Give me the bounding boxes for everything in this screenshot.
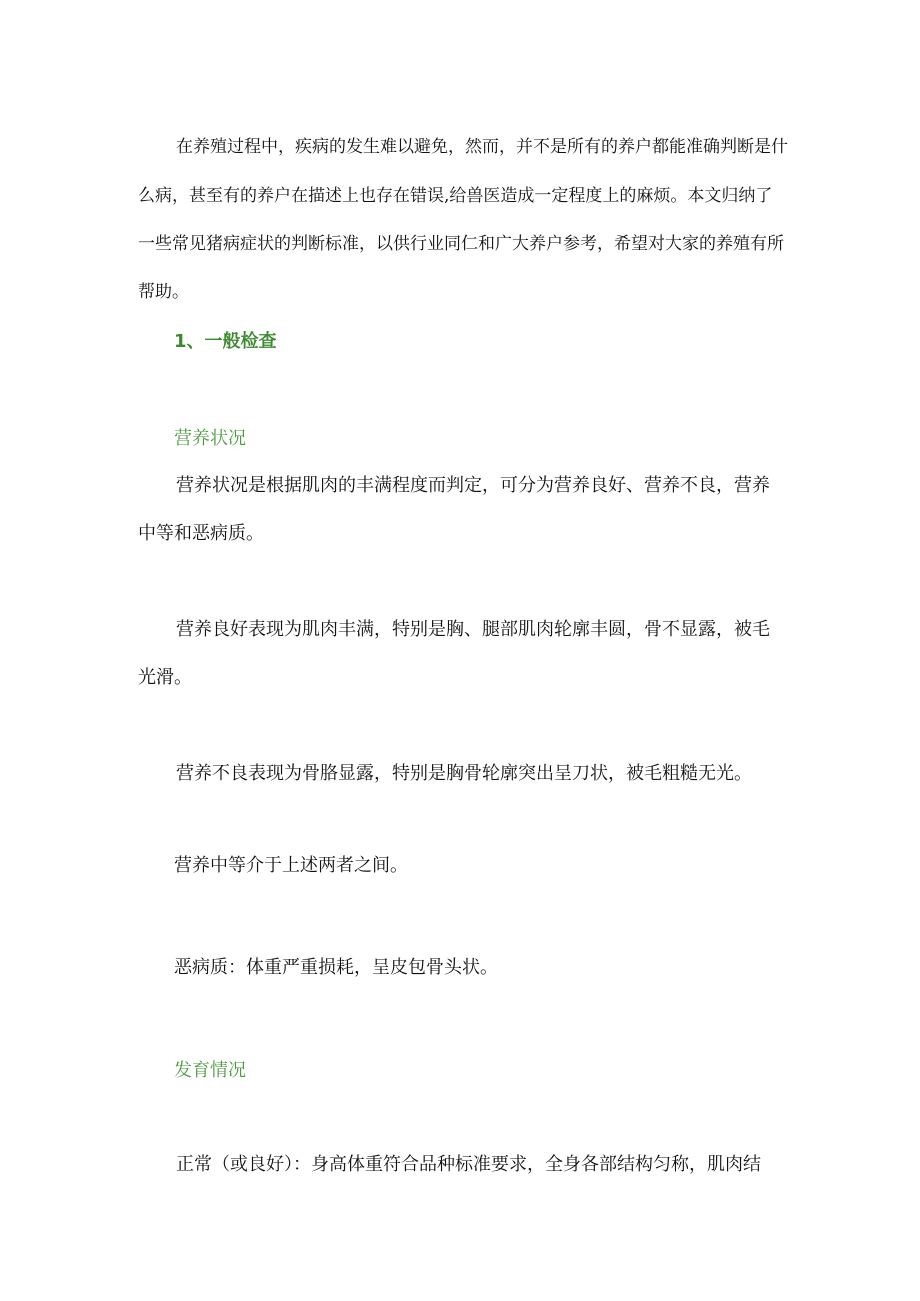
good-nutrition-line-2: 光滑。: [138, 667, 192, 688]
intro-line-4: 帮助。: [138, 282, 189, 302]
nutrition-para-line-2: 中等和恶病质。: [138, 523, 264, 544]
good-nutrition-line-1: 营养良好表现为肌肉丰满，特别是胸、腿部肌肉轮廓丰圆，骨不显露，被毛: [176, 619, 770, 640]
medium-nutrition: 营养中等介于上述两者之间。: [174, 855, 408, 876]
cachexia: 恶病质：体重严重损耗，呈皮包骨头状。: [174, 957, 498, 978]
subsection-heading-nutrition: 营养状况: [174, 428, 246, 449]
poor-nutrition: 营养不良表现为骨胳显露，特别是胸骨轮廓突出呈刀状，被毛粗糙无光。: [176, 763, 752, 784]
subsection-heading-development: 发育情况: [174, 1060, 246, 1081]
intro-line-1: 在养殖过程中，疾病的发生难以避免，然而，并不是所有的养户都能准确判断是什: [176, 137, 788, 157]
nutrition-para-line-1: 营养状况是根据肌肉的丰满程度而判定，可分为营养良好、营养不良，营养: [176, 475, 770, 496]
section-heading: 1、一般检查: [174, 331, 277, 352]
normal-development: 正常（或良好）：身高体重符合品种标准要求，全身各部结构匀称，肌肉结: [176, 1154, 761, 1175]
intro-line-3: 一些常见猪病症状的判断标准，以供行业同仁和广大养户参考，希望对大家的养殖有所: [138, 234, 784, 254]
intro-line-2: 么病，甚至有的养户在描述上也存在错误,给兽医造成一定程度上的麻烦。本文归纳了: [138, 186, 773, 206]
